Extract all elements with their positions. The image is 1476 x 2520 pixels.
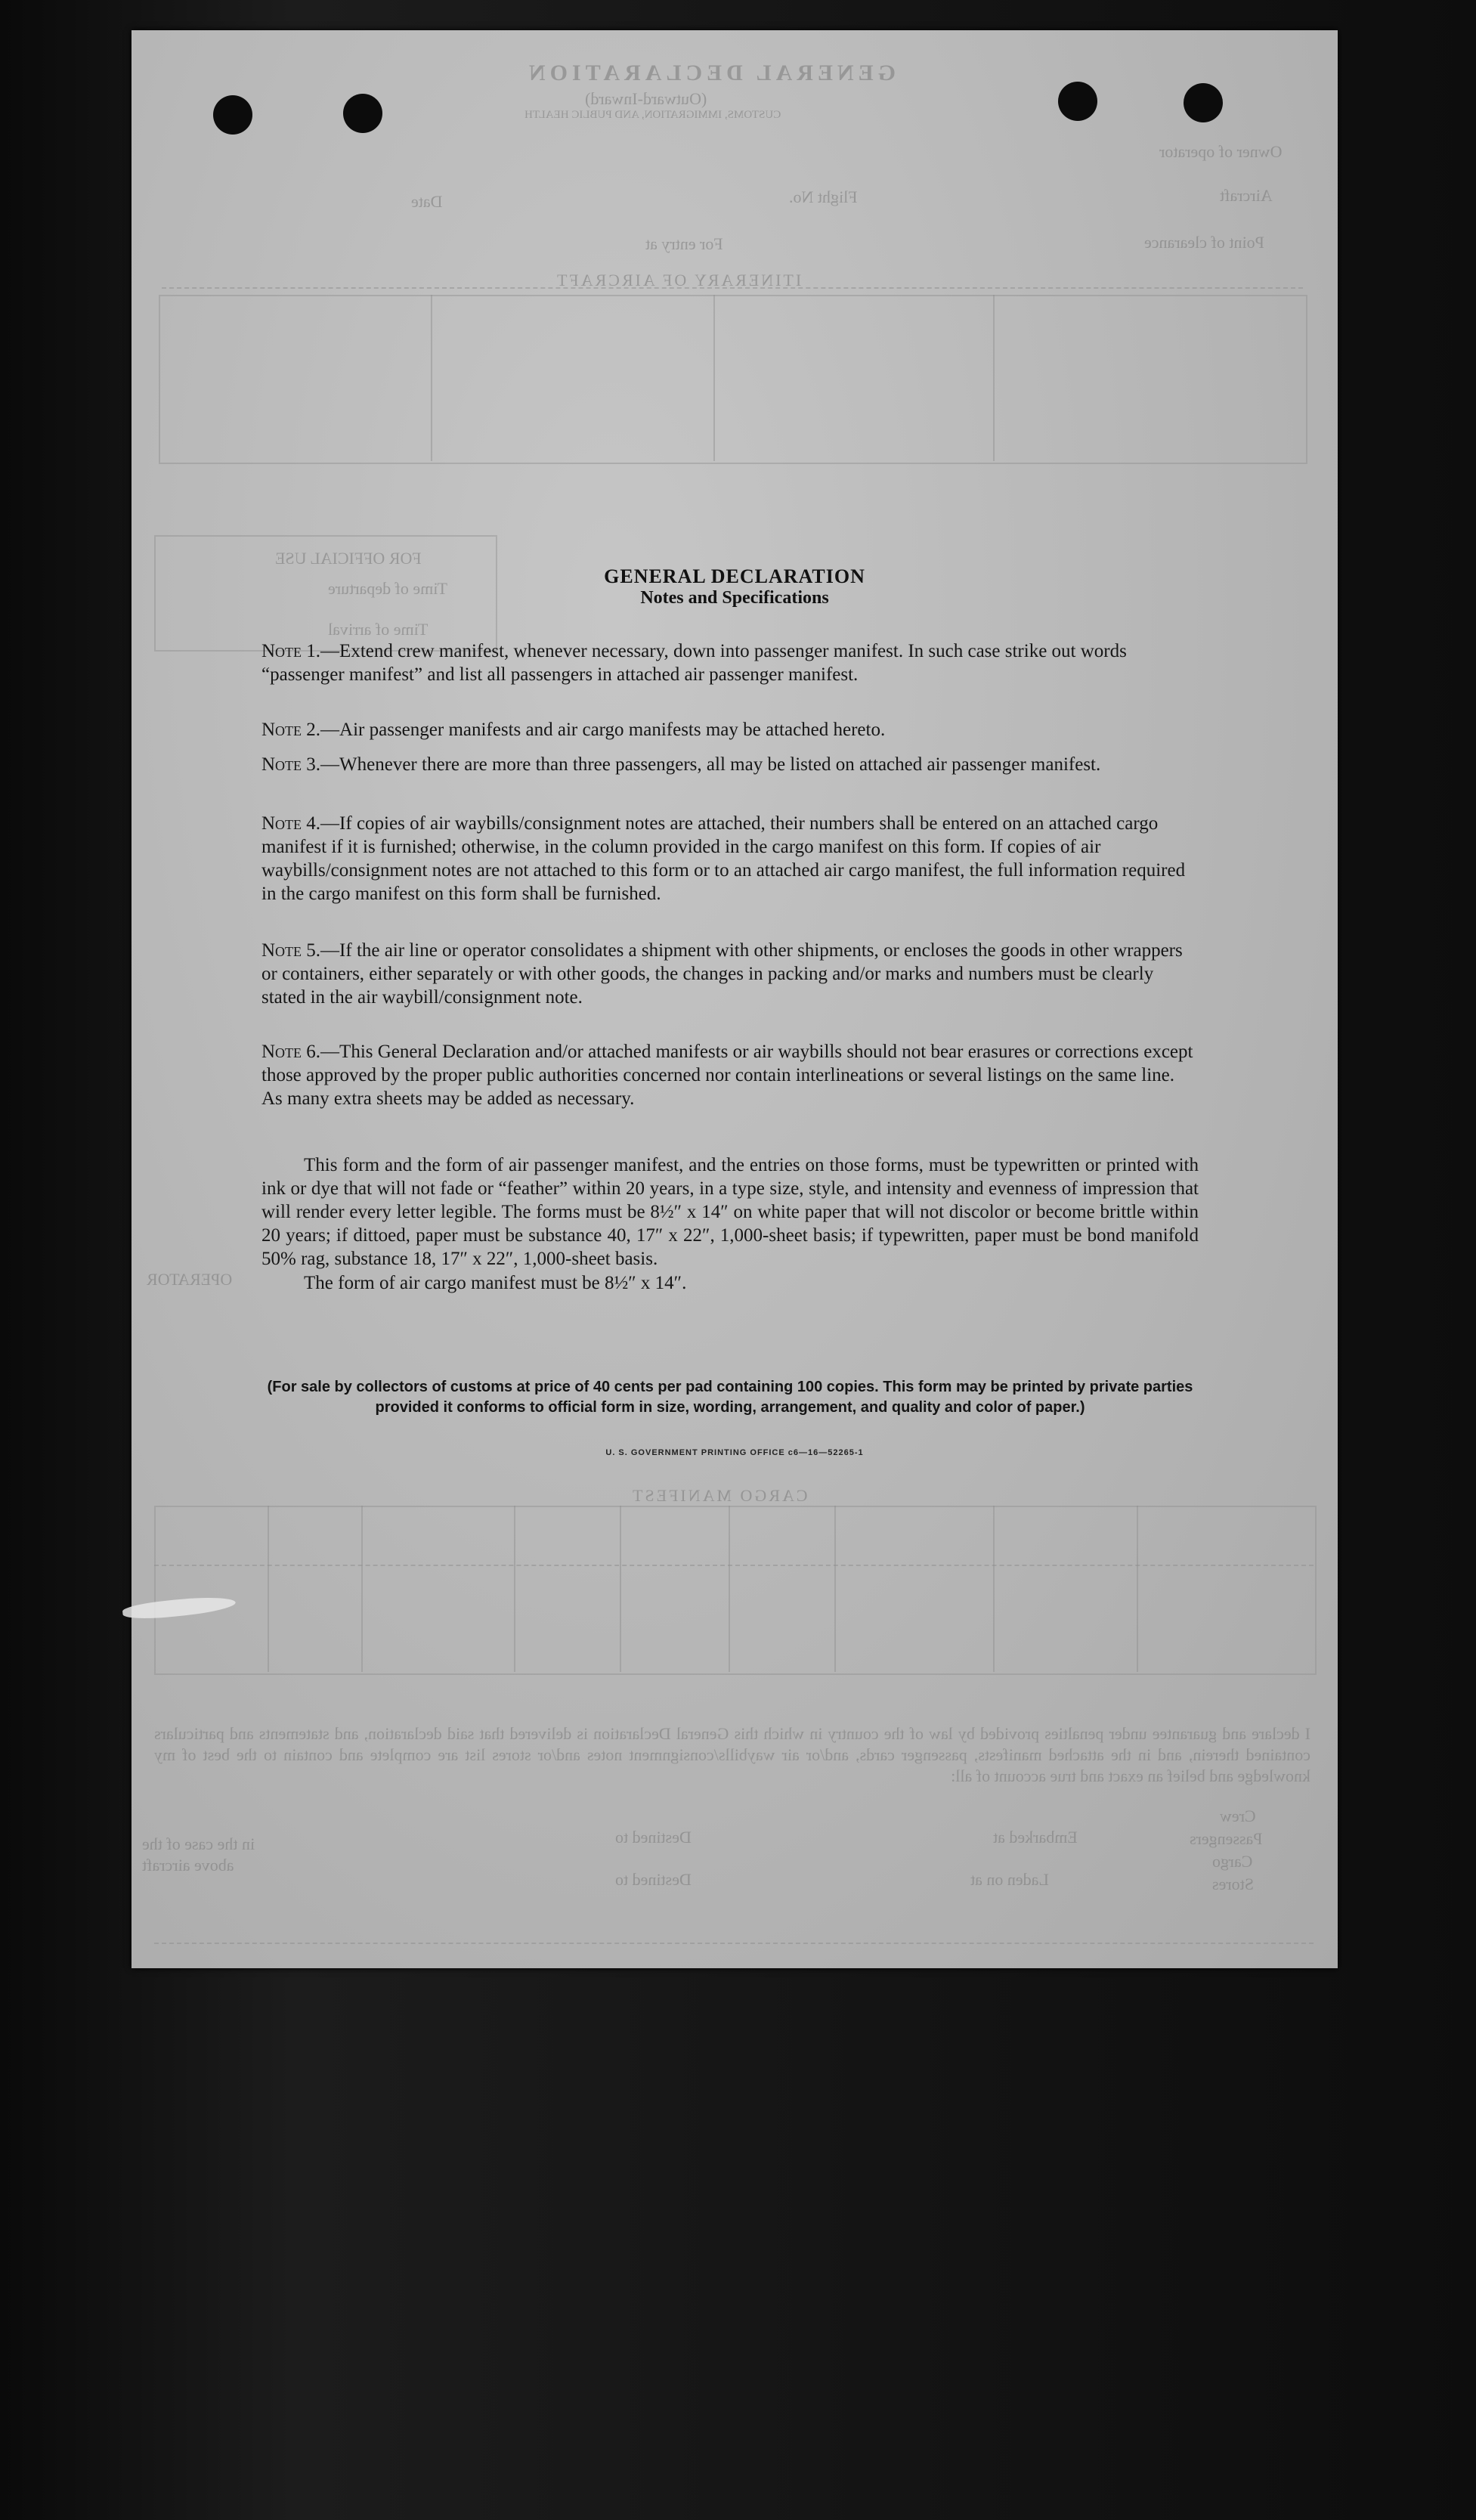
punch-hole <box>1058 82 1097 121</box>
bleed-crew: Crew <box>1220 1806 1256 1825</box>
bleed-embarked: Embarked at <box>993 1828 1078 1847</box>
note-4 <box>261 812 1199 906</box>
note-label: Note 3. <box>261 754 321 775</box>
bleed-rule <box>154 1565 1314 1566</box>
page-title: GENERAL DECLARATION <box>604 565 865 587</box>
note-text: —This General Declaration and/or attached manifests or air waybills should not bear erasures or corrections except those approved by the proper public authorities concerned nor contain interlineations or several listings on the same line. As many extra sheets may be added as necessary. <box>261 1042 1193 1109</box>
bleed-official-use: FOR OFFICIAL USE <box>275 549 422 568</box>
bleed-cargo-table <box>154 1506 1317 1675</box>
sale-note: (For sale by collectors of customs at price of 40 cents per pad containing 100 copies. This form may be printed by private parties provided it conforms to official form in size, wording, arrangement, and quality and color of paper.) <box>267 1379 1193 1416</box>
note-2 <box>261 718 1199 741</box>
punch-hole <box>1184 83 1223 122</box>
bleed-operator: OPERATOR <box>147 1270 233 1289</box>
bleed-destined: Destined to <box>615 1828 692 1847</box>
note-text: —Air passenger manifests and air cargo manifests may be attached hereto. <box>320 720 886 740</box>
bleed-entry-label: For entry at <box>645 234 723 253</box>
bleed-rule <box>154 1943 1314 1944</box>
bleed-declaration: I declare and guarantee under penalties provided by law of the country in which this General Declaration is delivered that said declaration, and statements and particulars contained therein, and in the attached manifests, passenger cards, and/or air waybills/consignment notes and/or stores list are complete and contain to the best of my knowledge and belief an exact and true account of all: <box>154 1724 1310 1785</box>
bleed-flight-label: Flight No. <box>789 187 858 206</box>
note-text: —If the air line or operator consolidates a shipment with other shipments, or encloses the goods in other wrappers or containers, either separately or with other goods, the changes in packing and/or marks and numbers must be clearly stated in the air waybill/consignment note. <box>261 940 1183 1008</box>
bleed-passengers: Passengers <box>1190 1829 1263 1848</box>
bleed-itinerary: ITINERARY OF AIRCRAFT <box>555 271 802 289</box>
bleed-cargo: Cargo <box>1212 1852 1253 1871</box>
note-1 <box>261 639 1199 686</box>
bleed-destined-2: Destined to <box>615 1870 692 1889</box>
bleed-owner-label: Owner of operator <box>1159 142 1283 161</box>
paper-specification-paragraph: This form and the form of air passenger manifest, and the entries on those forms, must be typewritten or printed with ink or dye that will not fade or “feather” within 20 years, in a type size, style, and intensity and evenness of impression that will render every letter legible. The forms must be 8½″ x 14″ on white paper that will not discolor or become brittle within 20 years; if dittoed, paper must be substance 40, 17″ x 22″, 1,000-sheet basis; if typewritten, paper must be bond manifold 50% rag, substance 18, 17″ x 22″, 1,000-sheet basis. <box>261 1155 1199 1269</box>
note-6 <box>261 1040 1199 1110</box>
bleed-column-line <box>729 1506 730 1672</box>
note-text: —Whenever there are more than three passengers, all may be listed on attached air passenger manifest. <box>320 754 1101 775</box>
punch-hole <box>213 95 252 135</box>
page-subtitle: Notes and Specifications <box>640 588 829 608</box>
bleed-laden: Laden on at <box>970 1870 1049 1889</box>
bleed-column-line <box>713 295 715 461</box>
bleed-column-line <box>620 1506 621 1672</box>
note-label: Note 2. <box>261 720 321 740</box>
bleed-column-line <box>361 1506 363 1672</box>
bleed-stores: Stores <box>1212 1875 1254 1893</box>
printing-office-imprint: U. S. GOVERNMENT PRINTING OFFICE c6—16—52265-1 <box>605 1448 864 1457</box>
note-label: Note 1. <box>261 641 321 661</box>
bleed-column-line <box>993 1506 995 1672</box>
bleed-cargo-manifest: CARGO MANIFEST <box>630 1486 808 1505</box>
bleed-column-line <box>834 1506 836 1672</box>
note-label: Note 4. <box>261 813 321 834</box>
bleed-clearance-label: Point of clearance <box>1144 233 1264 252</box>
bleed-subtitle: (Outward-Inward) <box>585 89 707 108</box>
bleed-agencies: CUSTOMS, IMMIGRATION, AND PUBLIC HEALTH <box>524 109 781 121</box>
bleed-column-line <box>1137 1506 1138 1672</box>
bleed-title: GENERAL DECLARATION <box>524 60 896 85</box>
note-5 <box>261 939 1199 1009</box>
bleed-column-line <box>514 1506 515 1672</box>
punch-hole <box>343 94 382 133</box>
bleed-date-label: Date <box>411 192 443 211</box>
form-page <box>132 30 1338 1968</box>
note-text: —Extend crew manifest, whenever necessary, down into passenger manifest. In such case strike out words “passenger manifest” and list all passengers in attached air passenger manifest. <box>261 641 1127 685</box>
bleed-case-of: in the case of the above aircraft <box>142 1834 255 1875</box>
note-label: Note 6. <box>261 1042 321 1062</box>
bleed-column-line <box>993 295 995 461</box>
bleed-aircraft-label: Aircraft <box>1220 186 1273 205</box>
bleed-departure: Time of departure <box>328 579 448 598</box>
note-3 <box>261 753 1199 776</box>
cargo-manifest-size-paragraph: The form of air cargo manifest must be 8½″ x 14″. <box>304 1273 687 1293</box>
bleed-column-line <box>431 295 432 461</box>
note-label: Note 5. <box>261 940 321 961</box>
bleed-itinerary-table <box>159 295 1307 464</box>
note-text: —If copies of air waybills/consignment notes are attached, their numbers shall be entered on an attached cargo manifest if it is furnished; otherwise, in the column provided in the cargo manifest on this form. If copies of air waybills/consignment notes are not attached to this form or to an attached air cargo manifest, the full information required in the cargo manifest on this form shall be furnished. <box>261 813 1186 904</box>
bleed-rule <box>162 287 1303 289</box>
bleed-column-line <box>268 1506 269 1672</box>
bleed-arrival: Time of arrival <box>328 620 429 639</box>
